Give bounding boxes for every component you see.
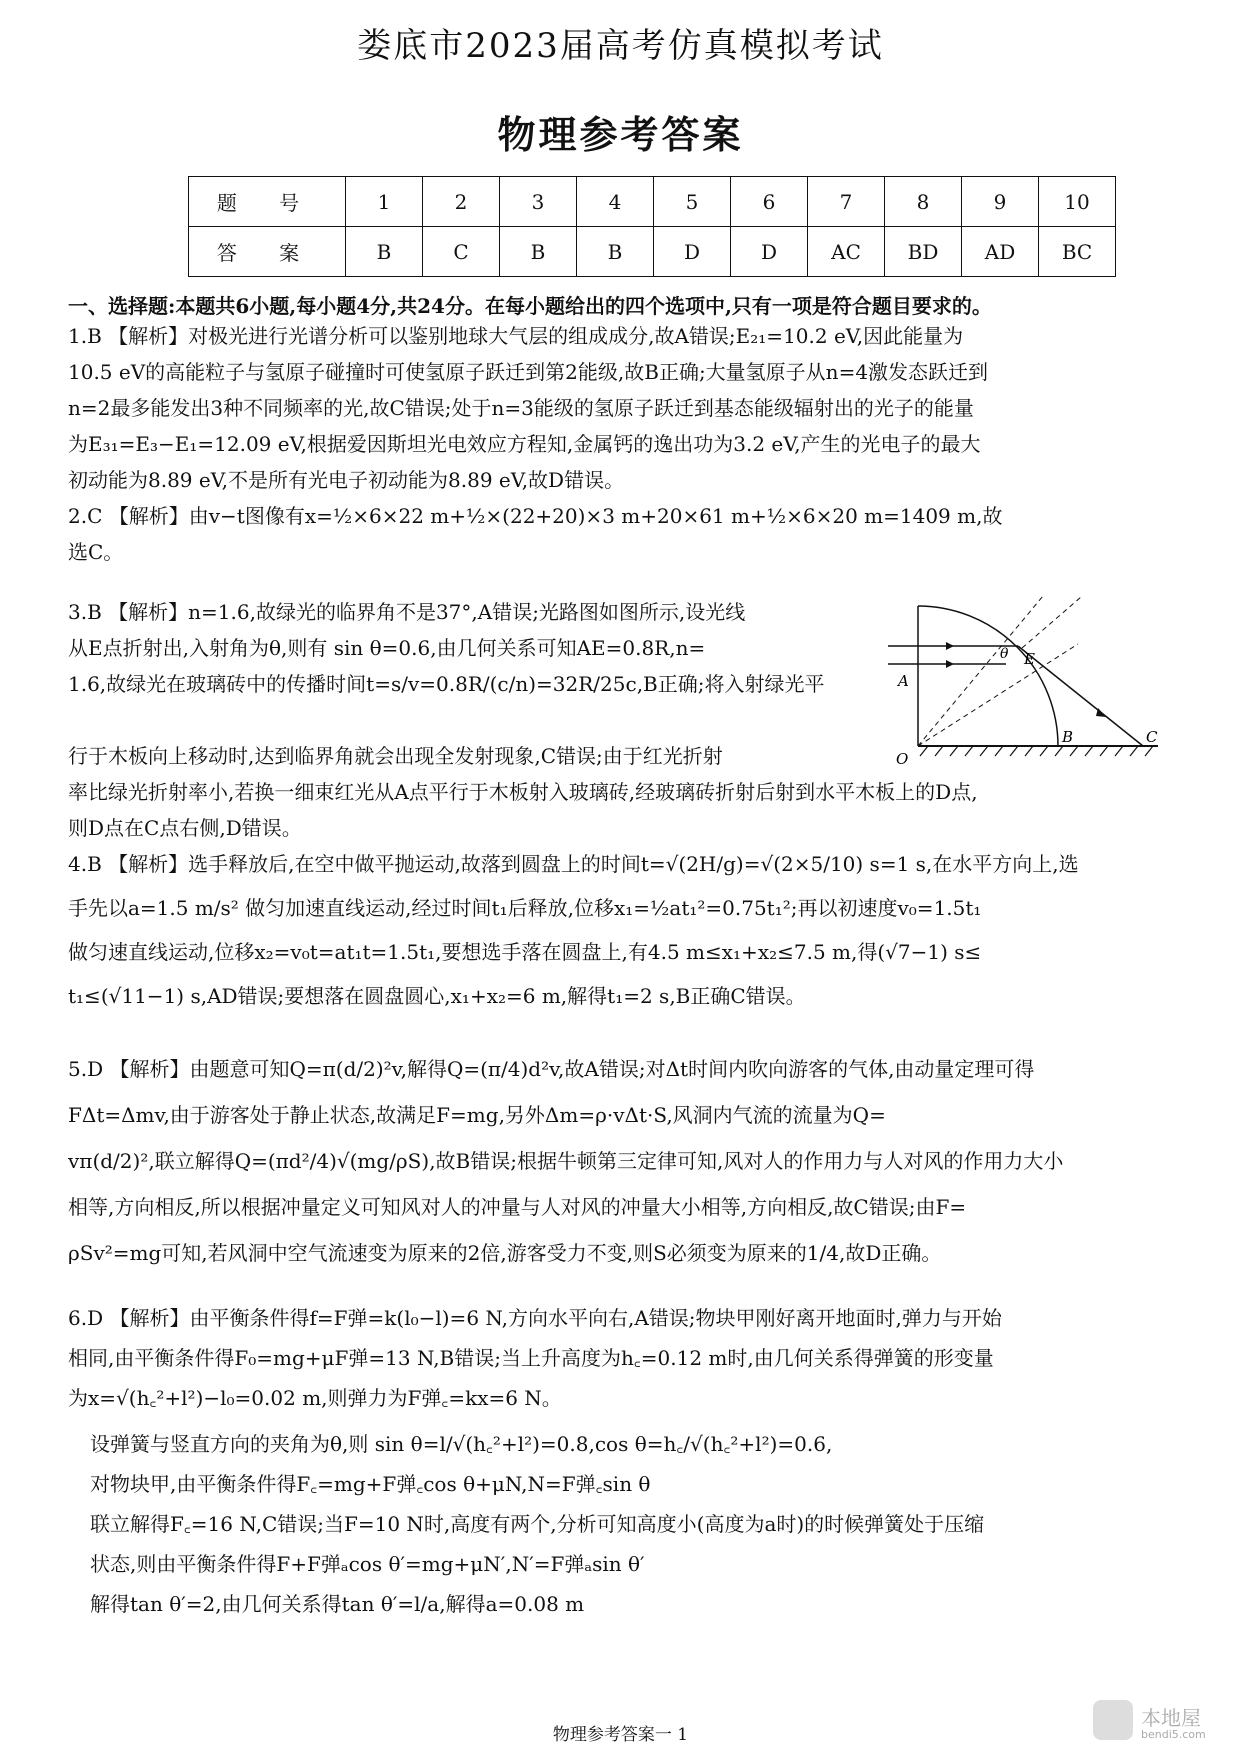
- text-line: 1.B 【解析】对极光进行光谱分析可以鉴别地球大气层的组成成分,故A错误;E₂₁=10.2 eV,因此能量为: [68, 324, 964, 348]
- text-line: 为E₃₁=E₃−E₁=12.09 eV,根据爱因斯坦光电效应方程知,金属钙的逸出功为3.2 eV,产生的光电子的最大: [68, 432, 981, 456]
- answer-q2: [68, 498, 1188, 570]
- page-title: 物理参考答案: [497, 112, 744, 157]
- table-cell: BD: [885, 227, 962, 277]
- answer-table: [188, 176, 1116, 277]
- table-cell: B: [577, 227, 654, 277]
- table-cell: 8: [885, 177, 962, 227]
- table-cell: D: [731, 227, 808, 277]
- table-cell: D: [654, 227, 731, 277]
- section-heading: 一、选择题:本题共6小题,每小题4分,共24分。在每小题给出的四个选项中,只有一项是符合题目要求的。: [68, 294, 992, 318]
- light-path-diagram: [888, 596, 1188, 768]
- text-line: 做匀速直线运动,位移x₂=v₀t=at₁t=1.5t₁,要想选手落在圆盘上,有4.5 m≤x₁+x₂≤7.5 m,得(√7−1) s≤: [68, 940, 982, 964]
- house-icon: [1093, 1700, 1133, 1740]
- answer-q4: [68, 842, 1188, 1018]
- table-cell: B: [346, 227, 423, 277]
- answer-q1: [68, 318, 1188, 498]
- text-line: n=2最多能发出3种不同频率的光,故C错误;处于n=3能级的氢原子跃迁到基态能级辐射出的光子的能量: [68, 396, 974, 420]
- text-line: 为x=√(h꜀²+l²)−l₀=0.02 m,则弹力为F弹꜀=kx=6 N。: [68, 1386, 562, 1410]
- table-cell: 2: [423, 177, 500, 227]
- label-b: B: [1062, 728, 1074, 746]
- page-footer: 物理参考答案一 1: [552, 1725, 689, 1745]
- table-cell: 5: [654, 177, 731, 227]
- text-line: 相等,方向相反,所以根据冲量定义可知风对人的冲量与人对风的冲量大小相等,方向相反,故C错误;由F=: [68, 1195, 967, 1219]
- exam-title: 娄底市2023届高考仿真模拟考试: [357, 26, 884, 66]
- text-line: ρSv²=mg可知,若风洞中空气流速变为原来的2倍,游客受力不变,则S必须变为原来的1/4,故D正确。: [68, 1241, 942, 1265]
- text-line: 行于木板向上移动时,达到临界角就会出现全发射现象,C错误;由于红光折射: [68, 744, 723, 768]
- text-line: 从E点折射出,入射角为θ,则有 sin θ=0.6,由几何关系可知AE=0.8R,n=: [68, 636, 706, 660]
- label-e: E: [1024, 650, 1035, 668]
- label-c: C: [1146, 728, 1158, 746]
- text-line: 1.6,故绿光在玻璃砖中的传播时间t=s/v=0.8R/(c/n)=32R/25c,B正确;将入射绿光平: [68, 672, 825, 696]
- text-line: FΔt=Δmv,由于游客处于静止状态,故满足F=mg,另外Δm=ρ·vΔt·S,风洞内气流的流量为Q=: [68, 1103, 886, 1127]
- text-line: 解得tan θ′=2,由几何关系得tan θ′=l/a,解得a=0.08 m: [90, 1592, 585, 1616]
- watermark-url: bendi5.com: [1141, 1728, 1206, 1741]
- text-line: 相同,由平衡条件得F₀=mg+μF弹=13 N,B错误;当上升高度为h꜀=0.12 m时,由几何关系得弹簧的形变量: [68, 1346, 994, 1370]
- text-line: 4.B 【解析】选手释放后,在空中做平抛运动,故落到圆盘上的时间t=√(2H/g)=√(2×5/10) s=1 s,在水平方向上,选: [68, 852, 1079, 876]
- text-line: 率比绿光折射率小,若换一细束红光从A点平行于木板射入玻璃砖,经玻璃砖折射后射到水平木板上的D点,: [68, 780, 978, 804]
- table-cell: 9: [962, 177, 1039, 227]
- text-line: 状态,则由平衡条件得F+F弹ₐcos θ′=mg+μN′,N′=F弹ₐsin θ′: [90, 1552, 645, 1576]
- row-label-answer: 答 案: [189, 227, 346, 277]
- label-theta: θ: [1000, 646, 1009, 662]
- table-cell: 1: [346, 177, 423, 227]
- text-line: 6.D 【解析】由平衡条件得f=F弹=k(l₀−l)=6 N,方向水平向右,A错误;物块甲刚好离开地面时,弹力与开始: [68, 1306, 1002, 1330]
- label-o: O: [896, 750, 909, 768]
- text-line: 5.D 【解析】由题意可知Q=π(d/2)²v,解得Q=(π/4)d²v,故A错误;对Δt时间内吹向游客的气体,由动量定理可得: [68, 1057, 1035, 1081]
- text-line: 2.C 【解析】由v−t图像有x=½×6×22 m+½×(22+20)×3 m+20×61 m+½×6×20 m=1409 m,故: [68, 504, 1003, 528]
- table-cell: 10: [1039, 177, 1116, 227]
- text-line: 设弹簧与竖直方向的夹角为θ,则 sin θ=l/√(h꜀²+l²)=0.8,cos θ=h꜀/√(h꜀²+l²)=0.6,: [90, 1432, 833, 1456]
- text-line: 对物块甲,由平衡条件得F꜀=mg+F弹꜀cos θ+μN,N=F弹꜀sin θ: [90, 1472, 651, 1496]
- table-cell: AC: [808, 227, 885, 277]
- text-line: 3.B 【解析】n=1.6,故绿光的临界角不是37°,A错误;光路图如图所示,设光线: [68, 600, 746, 624]
- row-label-number: 题 号: [189, 177, 346, 227]
- table-cell: 6: [731, 177, 808, 227]
- table-cell: 3: [500, 177, 577, 227]
- text-line: 选C。: [68, 540, 124, 564]
- text-line: 则D点在C点右侧,D错误。: [68, 816, 302, 840]
- table-cell: 4: [577, 177, 654, 227]
- label-a: A: [898, 672, 909, 690]
- table-cell: AD: [962, 227, 1039, 277]
- text-line: 手先以a=1.5 m/s² 做匀加速直线运动,经过时间t₁后释放,位移x₁=½at₁²=0.75t₁²;再以初速度v₀=1.5t₁: [68, 896, 982, 920]
- watermark-name: 本地屋: [1141, 1706, 1201, 1730]
- answer-table-row-answers: [189, 227, 1116, 277]
- table-cell: C: [423, 227, 500, 277]
- text-line: 联立解得F꜀=16 N,C错误;当F=10 N时,高度有两个,分析可知高度小(高度为a时)的时候弹簧处于压缩: [90, 1512, 985, 1536]
- table-cell: 7: [808, 177, 885, 227]
- answer-q5: [68, 1046, 1188, 1276]
- text-line: 初动能为8.89 eV,不是所有光电子初动能为8.89 eV,故D错误。: [68, 468, 625, 492]
- text-line: vπ(d/2)²,联立解得Q=(πd²/4)√(mg/ρS),故B错误;根据牛顿第三定律可知,风对人的作用力与人对风的作用力大小: [68, 1149, 1064, 1173]
- text-line: 10.5 eV的高能粒子与氢原子碰撞时可使氢原子跃迁到第2能级,故B正确;大量氢原子从n=4激发态跃迁到: [68, 360, 989, 384]
- answer-table-row-numbers: [189, 177, 1116, 227]
- text-line: t₁≤(√11−1) s,AD错误;要想落在圆盘圆心,x₁+x₂=6 m,解得t₁=2 s,B正确C错误。: [68, 984, 806, 1008]
- light-path-figure: [888, 596, 1188, 768]
- answer-q3: [68, 594, 868, 702]
- table-cell: BC: [1039, 227, 1116, 277]
- watermark: [1093, 1700, 1223, 1746]
- answer-q6: [68, 1298, 1188, 1624]
- table-cell: B: [500, 227, 577, 277]
